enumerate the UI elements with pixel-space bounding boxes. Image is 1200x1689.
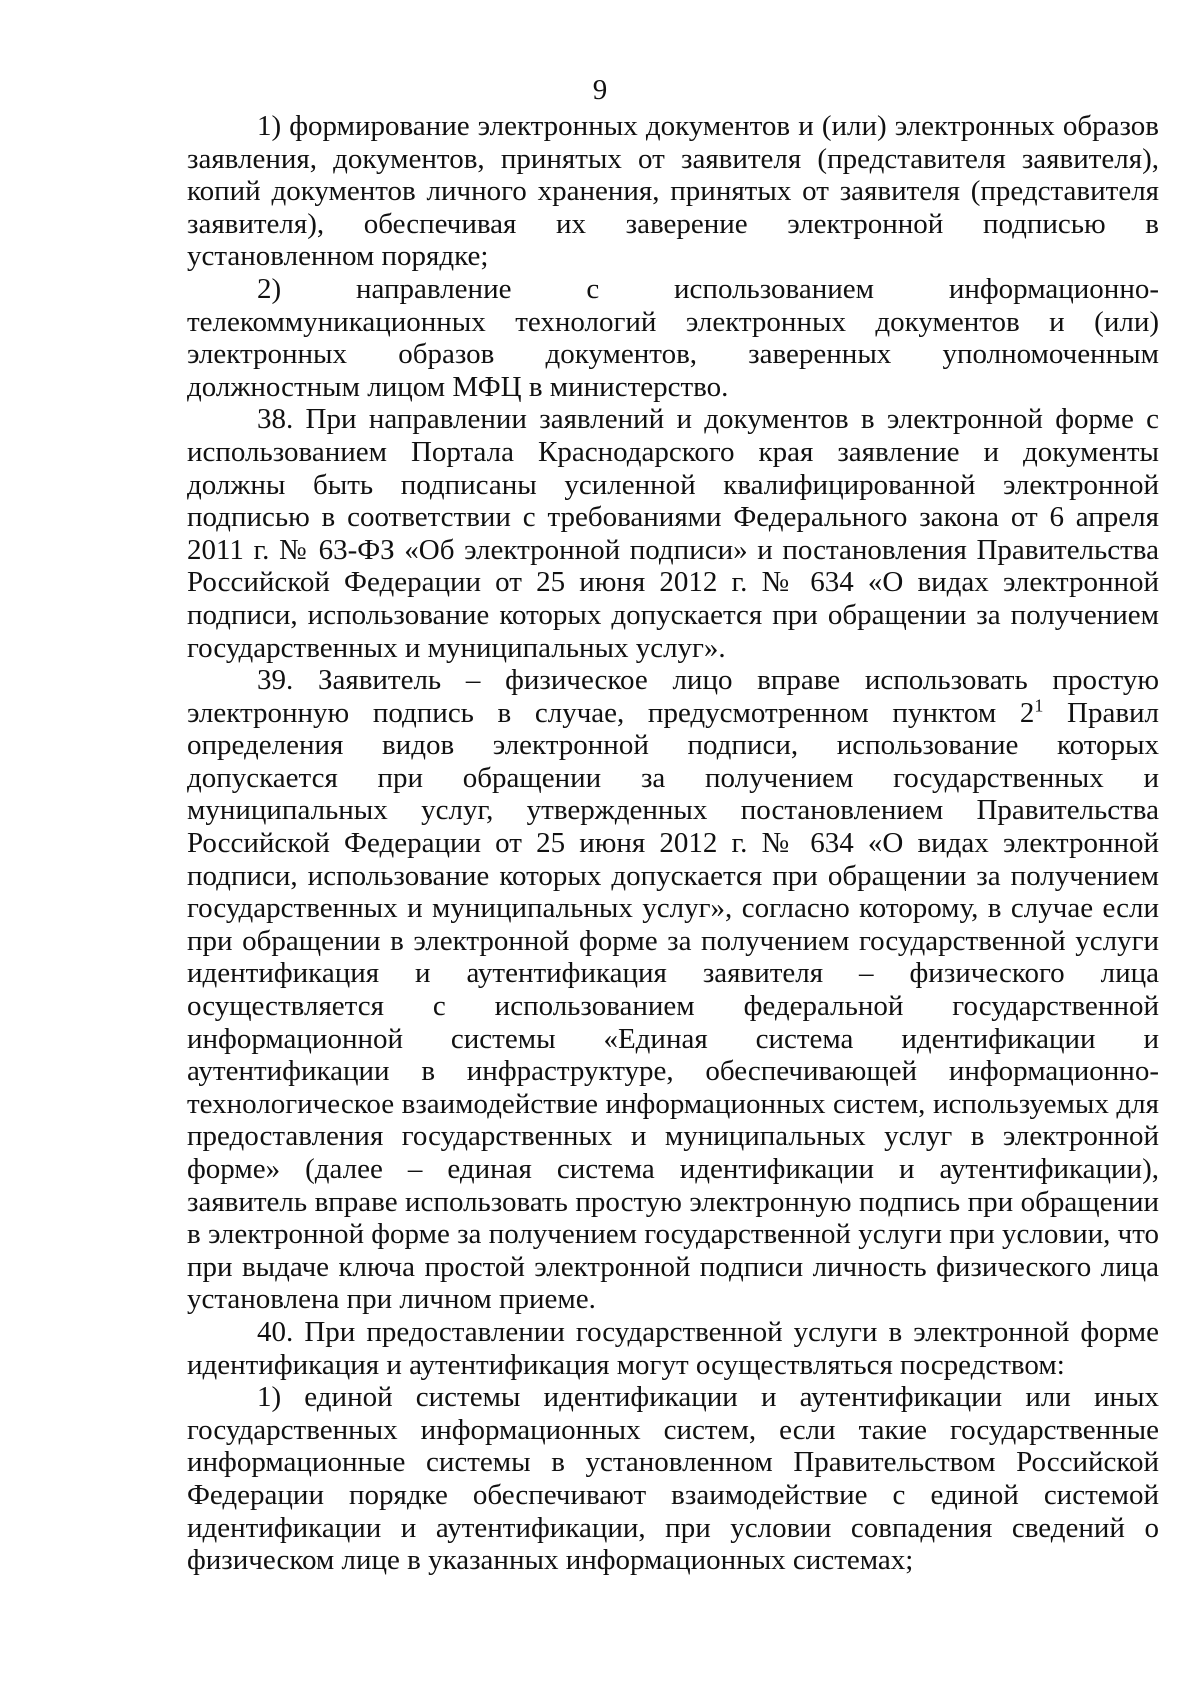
paragraph-38: 38. При направлении заявлений и документов в электронной форме с использованием Портала Краснодарского края заявление и документы должны быть подписаны усиленной квалифицированной электронной подписью в соответствии с требованиями Федерального закона от 6 апреля 2011 г. № 63-ФЗ «Об электронной подписи» и постановления Правительства Российской Федерации от 25 июня 2012 г. № 634 «О видах электронной подписи, использование которых допускается при обращении за получением государственных и муниципальных услуг». <box>187 403 1159 664</box>
paragraph-39-text-end: Правил определения видов электронной подписи, использование которых допускается при обращении за получением государственных и муниципальных услуг, утвержденных постановлением Правительства Российской Федерации от 25 июня 2012 г. № 634 «О видах электронной подписи, использование которых допускается при обращении за получением государственных и муниципальных услуг», согласно которому, в случае если при обращении в электронной форме за получением государственной услуги идентификация и аутентификация заявителя – физического лица осуществляется с использованием федеральной государственной информационной системы «Единая система идентификации и аутентификации в инфраструктуре, обеспечивающей информационно-технологическое взаимодействие информационных систем, используемых для предоставления государственных и муниципальных услуг в электронной форме» (далее – единая система идентификации и аутентификации), заявитель вправе использовать простую электронную подпись при обращении в электронной форме за получением государственной услуги при условии, что при выдаче ключа простой электронной подписи личность физического лица установлена при личном приеме. <box>187 696 1160 1316</box>
paragraph-39 <box>187 664 1159 1316</box>
document-body <box>187 110 1159 1577</box>
paragraph-40-item-1: 1) единой системы идентификации и аутентификации или иных государственных информационных систем, если такие государственные информационные системы в установленном Правительством Российской Федерации порядке обеспечивают взаимодействие с единой системой идентификации и аутентификации, при условии совпадения сведений о физическом лице в указанных информационных системах; <box>187 1381 1159 1577</box>
paragraph-item-1-formation: 1) формирование электронных документов и (или) электронных образов заявления, документов, принятых от заявителя (представителя заявителя), копий документов личного хранения, принятых от заявителя (представителя заявителя), обеспечивая их заверение электронной подписью в установленном порядке; <box>187 110 1159 273</box>
paragraph-item-2-transmission: 2) направление с использованием информационно-телекоммуникационных технологий электронных документов и (или) электронных образов документов, заверенных уполномоченным должностным лицом МФЦ в министерство. <box>187 272 1159 403</box>
paragraph-39-text-start: 39. Заявитель – физическое лицо вправе использовать простую электронную подпись в случае, предусмотренном пунктом 2 <box>187 664 1159 729</box>
page-number: 9 <box>592 74 608 106</box>
footnote-superscript: 1 <box>1034 695 1044 716</box>
paragraph-40: 40. При предоставлении государственной услуги в электронной форме идентификация и аутентификация могут осуществляться посредством: <box>187 1315 1159 1381</box>
